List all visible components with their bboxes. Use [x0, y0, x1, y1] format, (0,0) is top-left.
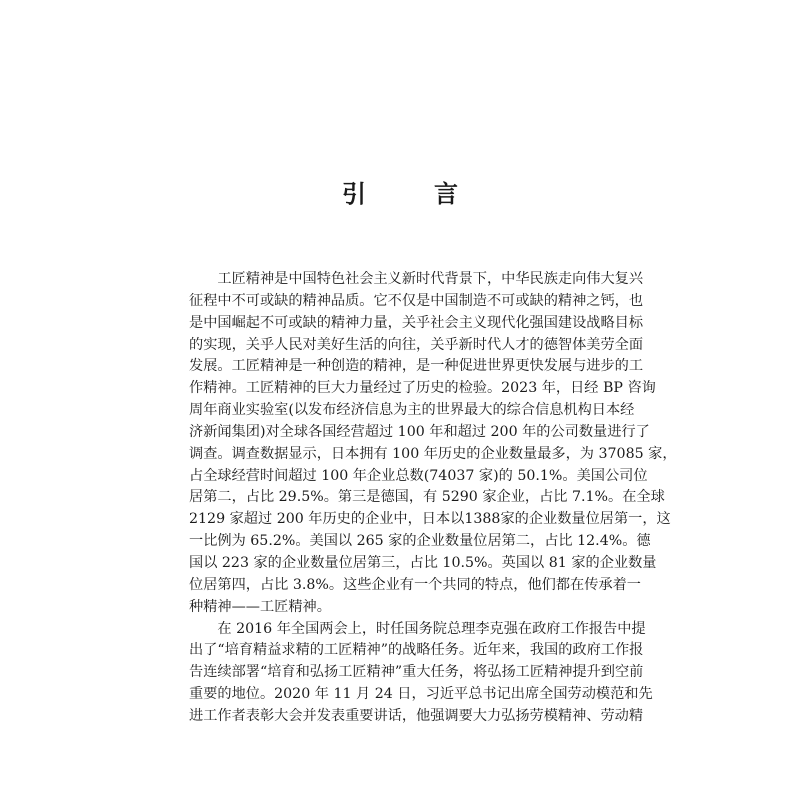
text-line: 工匠精神是中国特色社会主义新时代背景下，中华民族走向伟大复兴: [189, 271, 644, 287]
text-line: 是中国崛起不可或缺的精神力量，关乎社会主义现代化强国建设战略目标: [189, 314, 644, 331]
text-line: 居第二，占比 29.5%。第三是德国，有 5290 家企业，占比 7.1%。在全球: [189, 489, 665, 506]
text-line: 占全球经营时间超过 100 年企业总数(74037 家)的 50.1%。美国公司位: [189, 467, 648, 484]
text-line: 在 2016 年全国两会上，时任国务院总理李克强在政府工作报告中提: [189, 620, 646, 637]
text-line: 济新闻集团)对全球各国经营超过 100 年和超过 200 年的公司数量进行了: [189, 423, 650, 440]
text-line: 征程中不可或缺的精神品质。它不仅是中国制造不可或缺的精神之钙，也: [189, 292, 644, 309]
text-line: 告连续部署“培育和弘扬工匠精神”重大任务，将弘扬工匠精神提升到空前: [189, 664, 644, 681]
text-line: 重要的地位。2020 年 11 月 24 日，习近平总书记出席全国劳动模范和先: [189, 686, 653, 703]
text-line: 周年商业实验室(以发布经济信息为主的世界最大的综合信息机构日本经: [189, 402, 635, 419]
text-line: 的实现，关乎人民对美好生活的向往，关乎新时代人才的德智体美劳全面: [189, 336, 644, 353]
text-line: 出了“培育精益求精的工匠精神”的战略任务。近年来，我国的政府工作报: [189, 642, 644, 659]
text-line: 2129 家超过 200 年历史的企业中，日本以1388家的企业数量位居第一，这: [189, 511, 671, 528]
text-line: 作精神。工匠精神的巨大力量经过了历史的检验。2023 年，日经 BP 咨询: [189, 380, 656, 397]
text-line: 进工作者表彰大会并发表重要讲话，他强调要大力弘扬劳模精神、劳动精: [189, 707, 644, 724]
text-line: 调查。调查数据显示，日本拥有 100 年历史的企业数量最多，为 37085 家，: [189, 445, 677, 462]
text-line: 发展。工匠精神是一种创造的精神，是一种促进世界更快发展与进步的工: [189, 358, 644, 375]
chapter-heading: 引 言: [342, 179, 480, 208]
text-line: 国以 223 家的企业数量位居第三，占比 10.5%。英国以 81 家的企业数量: [189, 554, 657, 571]
text-line: 一比例为 65.2%。美国以 265 家的企业数量位居第二，占比 12.4%。德: [189, 533, 651, 550]
text-line: 种精神——工匠精神。: [189, 598, 331, 615]
text-line: 位居第四，占比 3.8%。这些企业有一个共同的特点，他们都在传承着一: [189, 576, 641, 593]
body-text: [189, 269, 677, 728]
